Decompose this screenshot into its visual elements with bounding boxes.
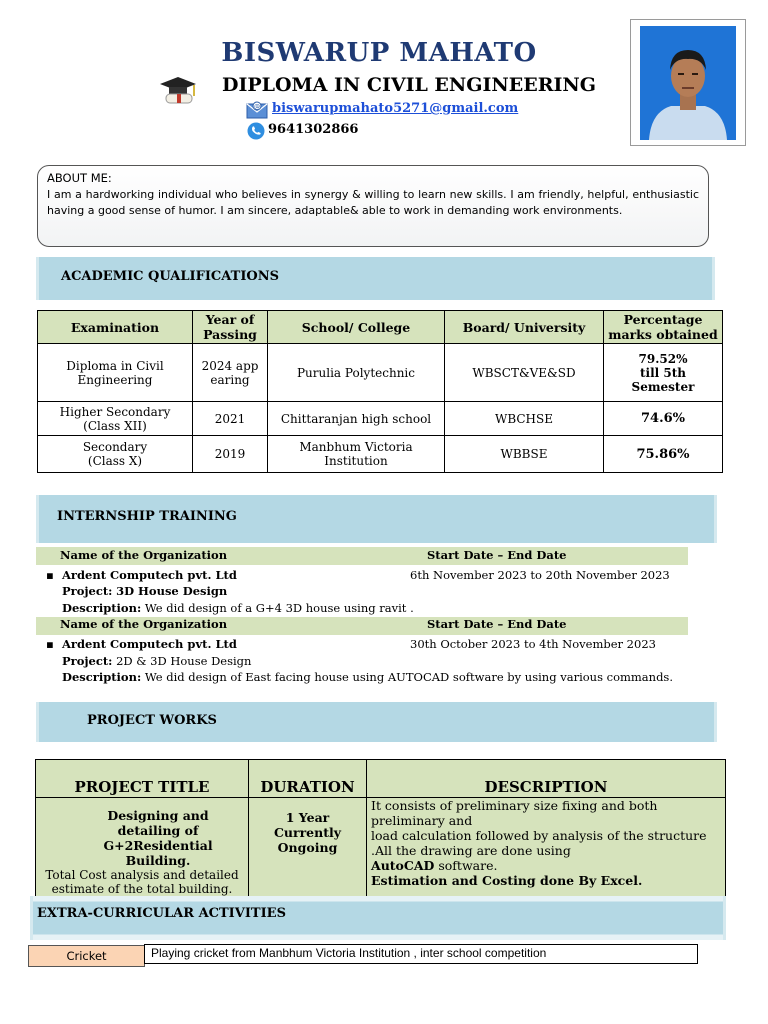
table-row xyxy=(38,436,723,473)
table-cell: Diploma in Civil Engineering xyxy=(38,344,193,402)
col-school: School/ College xyxy=(268,311,445,344)
internship-section-band xyxy=(36,495,717,543)
date-header-label: Start Date – End Date xyxy=(427,617,567,631)
table-cell: WBCHSE xyxy=(445,402,604,436)
about-text: I am a hardworking individual who believes in synergy & willing to learn new skills. I am friendly, helpful, enthusiastic having a good sense of humor. I am sincere, adaptable& able to work in demanding work environments. xyxy=(47,188,699,217)
extra-section-band xyxy=(30,896,726,940)
col-description: DESCRIPTION xyxy=(367,760,726,798)
svg-text:@: @ xyxy=(254,103,260,111)
projects-section-title: PROJECT WORKS xyxy=(87,713,217,728)
table-cell: Manbhum Victoria Institution xyxy=(268,436,445,473)
profile-photo xyxy=(630,19,746,146)
candidate-name: BISWARUP MAHATO xyxy=(221,38,537,68)
org-header-label: Name of the Organization xyxy=(60,617,228,631)
table-cell: Purulia Polytechnic xyxy=(268,344,445,402)
internship-description: Description: We did design of a G+4 3D house using ravit . xyxy=(62,601,414,615)
internship-description: Description: We did design of East facing house using AUTOCAD software by using various commands. xyxy=(62,670,673,684)
col-duration: DURATION xyxy=(249,760,367,798)
academic-table xyxy=(37,310,723,473)
table-cell: Secondary (Class X) xyxy=(38,436,193,473)
table-row xyxy=(38,344,723,402)
graduation-cap-icon xyxy=(156,74,200,106)
table-cell: WBSCT&VE&SD xyxy=(445,344,604,402)
activity-label: Cricket xyxy=(28,945,145,967)
extra-section-title: EXTRA-CURRICULAR ACTIVITIES xyxy=(37,906,286,921)
internship-dates: 30th October 2023 to 4th November 2023 xyxy=(410,637,656,651)
table-cell: 75.86% xyxy=(604,436,723,473)
email-link[interactable]: biswarupmahato5271@gmail.com xyxy=(272,101,519,116)
academic-section-band xyxy=(36,257,715,300)
table-row xyxy=(38,402,723,436)
table-cell: 2024 appearing xyxy=(193,344,268,402)
internship-org: Ardent Computech pvt. Ltd xyxy=(62,637,237,651)
date-header-label: Start Date – End Date xyxy=(427,548,567,562)
table-cell: 74.6% xyxy=(604,402,723,436)
internship-project: Project: 3D House Design xyxy=(62,584,228,598)
col-examination: Examination xyxy=(38,311,193,344)
col-board: Board/ University xyxy=(445,311,604,344)
table-cell: 2021 xyxy=(193,402,268,436)
internship-project: Project: 2D & 3D House Design xyxy=(62,654,252,668)
table-cell: Chittaranjan high school xyxy=(268,402,445,436)
internship-section-title: INTERNSHIP TRAINING xyxy=(57,509,237,524)
projects-section-band xyxy=(36,702,717,742)
bullet-icon: ▪ xyxy=(46,637,54,651)
projects-table xyxy=(35,759,726,898)
internship-org: Ardent Computech pvt. Ltd xyxy=(62,568,237,582)
bullet-icon: ▪ xyxy=(46,568,54,582)
project-duration-cell: 1 Year Currently Ongoing xyxy=(249,798,367,898)
table-cell: WBBSE xyxy=(445,436,604,473)
table-row xyxy=(36,798,726,898)
academic-section-title: ACADEMIC QUALIFICATIONS xyxy=(61,269,279,284)
col-project-title: PROJECT TITLE xyxy=(36,760,249,798)
activity-detail: Playing cricket from Manbhum Victoria Institution , inter school competition xyxy=(144,944,698,964)
about-me-box xyxy=(37,165,709,247)
table-cell: Higher Secondary (Class XII) xyxy=(38,402,193,436)
phone-number: 9641302866 xyxy=(268,122,359,137)
project-title-cell: Designing and detailing of G+2Residential Building. Total Cost analysis and detailed estimate of the total building. xyxy=(36,798,249,898)
internship-dates: 6th November 2023 to 20th November 2023 xyxy=(410,568,670,582)
col-percentage: Percentage marks obtained xyxy=(604,311,723,344)
col-year: Year of Passing xyxy=(193,311,268,344)
email-icon xyxy=(246,101,268,119)
phone-icon xyxy=(247,122,265,140)
about-heading: ABOUT ME: xyxy=(47,171,112,185)
org-header-label: Name of the Organization xyxy=(60,548,228,562)
table-cell: 79.52% till 5th Semester xyxy=(604,344,723,402)
project-description-cell: It consists of preliminary size fixing and both preliminary and load calculation followed by analysis of the structure .All the drawing are done using AutoCAD software. Estimation and Costing done By Excel. xyxy=(367,798,726,898)
table-cell: 2019 xyxy=(193,436,268,473)
degree-title: DIPLOMA IN CIVIL ENGINEERING xyxy=(222,74,596,96)
